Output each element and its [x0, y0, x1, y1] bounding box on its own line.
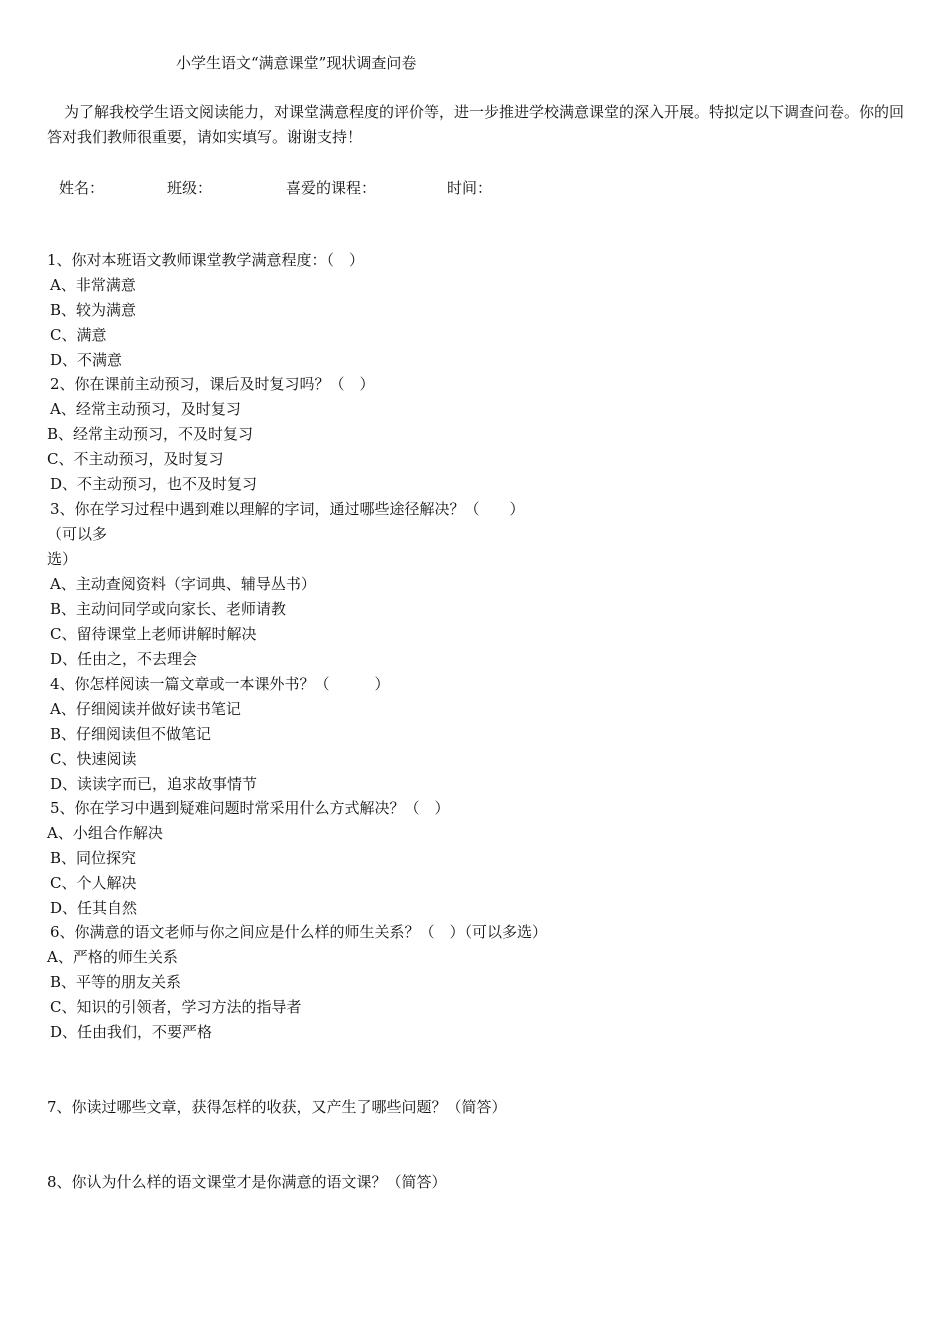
q1-option-b: B、较为满意 — [50, 301, 137, 319]
q3-note-line-1: （可以多 — [47, 525, 108, 543]
q5-option-d: D、任其自然 — [50, 899, 138, 917]
q6-option-c: C、知识的引领者，学习方法的指导者 — [50, 998, 302, 1016]
question-2: 2、你在课前主动预习，课后及时复习吗？（ ） — [50, 375, 375, 393]
time-field-label: 时间： — [447, 179, 493, 197]
q4-option-a: A、仔细阅读并做好读书笔记 — [50, 700, 241, 718]
q5-option-b: B、同位探究 — [50, 849, 137, 867]
q1-option-d: D、不满意 — [50, 351, 123, 369]
name-field-label: 姓名： — [59, 179, 105, 197]
question-7: 7、你读过哪些文章，获得怎样的收获，又产生了哪些问题？（简答） — [47, 1098, 507, 1116]
class-field-label: 班级： — [167, 179, 213, 197]
q4-option-c: C、快速阅读 — [50, 750, 137, 768]
q1-option-c: C、满意 — [50, 326, 107, 344]
q2-option-d: D、不主动预习，也不及时复习 — [50, 475, 258, 493]
q6-option-b: B、平等的朋友关系 — [50, 973, 182, 991]
q3-option-b: B、主动问同学或向家长、老师请教 — [50, 600, 287, 618]
q4-option-b: B、仔细阅读但不做笔记 — [50, 725, 212, 743]
q2-option-c: C、不主动预习，及时复习 — [47, 450, 224, 468]
favorite-course-field-label: 喜爱的课程： — [286, 179, 377, 197]
question-6: 6、你满意的语文老师与你之间应是什么样的师生关系？（ ）（可以多选） — [50, 923, 548, 941]
intro-paragraph: 为了解我校学生语文阅读能力，对课堂满意程度的评价等，进一步推进学校满意课堂的深入开展。特拟定以下调查问卷。你的回答对我们教师很重要，请如实填写。谢谢支持！ — [47, 103, 905, 146]
question-1: 1、你对本班语文教师课堂教学满意程度：（ ） — [47, 251, 365, 269]
q6-option-d: D、任由我们，不要严格 — [50, 1023, 213, 1041]
q3-option-d: D、任由之，不去理会 — [50, 650, 198, 668]
question-8: 8、你认为什么样的语文课堂才是你满意的语文课？（简答） — [47, 1173, 447, 1191]
q5-option-c: C、个人解决 — [50, 874, 137, 892]
q1-option-a: A、非常满意 — [50, 276, 136, 294]
page-title: 小学生语文“满意课堂”现状调查问卷 — [176, 54, 417, 72]
q6-option-a: A、严格的师生关系 — [47, 948, 178, 966]
q2-option-b: B、经常主动预习，不及时复习 — [47, 425, 254, 443]
question-3: 3、你在学习过程中遇到难以理解的字词，通过哪些途径解决？（ ） — [50, 500, 525, 518]
q3-option-a: A、主动查阅资料（字词典、辅导丛书） — [50, 575, 316, 593]
question-4: 4、你怎样阅读一篇文章或一本课外书？（ ） — [50, 675, 390, 693]
q4-option-d: D、读读字而已，追求故事情节 — [50, 775, 258, 793]
q3-note-line-2: 选） — [47, 550, 78, 568]
q3-option-c: C、留待课堂上老师讲解时解决 — [50, 625, 257, 643]
question-5: 5、你在学习中遇到疑难问题时常采用什么方式解决？（ ） — [50, 799, 450, 817]
q5-option-a: A、小组合作解决 — [47, 824, 163, 842]
q2-option-a: A、经常主动预习，及时复习 — [50, 400, 241, 418]
